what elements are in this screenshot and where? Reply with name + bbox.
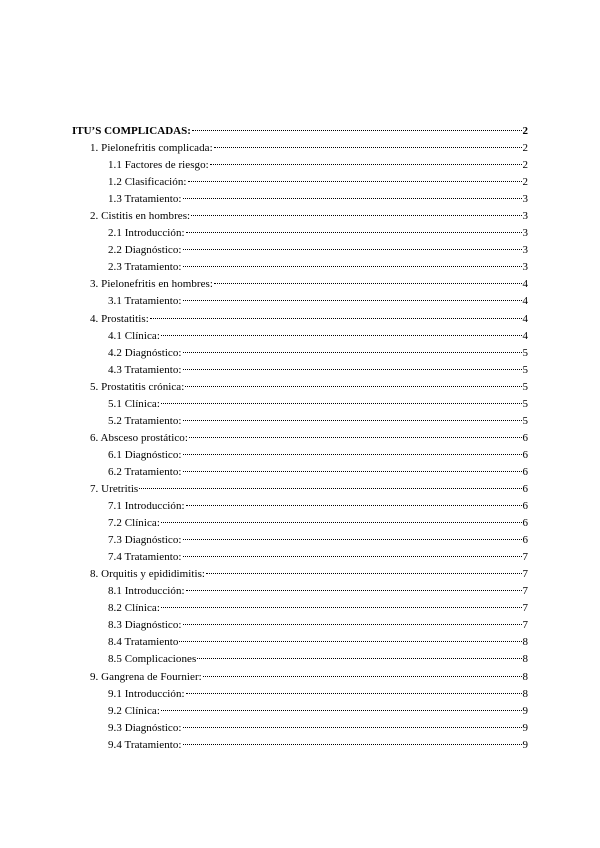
toc-page-number: 9 [522, 721, 528, 734]
toc-page-number: 2 [522, 142, 528, 155]
dot-leader [186, 505, 522, 506]
toc-section-entry[interactable] [72, 379, 528, 396]
dot-leader [139, 488, 521, 489]
dot-leader [197, 658, 521, 659]
toc-page-number: 5 [522, 346, 528, 359]
toc-entry-label: ITU’S COMPLICADAS: [72, 125, 191, 137]
toc-entry-label: 6.1 Diagnóstico: [108, 448, 182, 461]
toc-entry-label: 2. Cistitis en hombres: [90, 210, 191, 223]
toc-subsection-entry[interactable] [72, 191, 528, 208]
toc-page-number: 6 [522, 517, 528, 530]
toc-page-number: 6 [522, 431, 528, 444]
toc-subsection-entry[interactable] [72, 600, 528, 617]
toc-subsection-entry[interactable] [72, 651, 528, 668]
toc-subsection-entry[interactable] [72, 583, 528, 600]
toc-subsection-entry[interactable] [72, 447, 528, 464]
dot-leader [183, 454, 522, 455]
toc-page-number: 6 [522, 500, 528, 513]
dot-leader [183, 198, 522, 199]
toc-section-entry[interactable] [72, 669, 528, 686]
toc-subsection-entry[interactable] [72, 174, 528, 191]
toc-subsection-entry[interactable] [72, 328, 528, 345]
toc-heading-entry[interactable] [72, 123, 528, 140]
toc-entry-label: 8.2 Clínica: [108, 602, 160, 615]
toc-entry-label: 4.3 Tratamiento: [108, 363, 182, 376]
dot-leader [179, 641, 521, 642]
toc-entry-label: 8.3 Diagnóstico: [108, 619, 182, 632]
dot-leader [186, 693, 522, 694]
toc-subsection-entry[interactable] [72, 515, 528, 532]
toc-section-entry[interactable] [72, 566, 528, 583]
toc-page-number: 5 [522, 397, 528, 410]
table-of-contents [72, 123, 528, 754]
toc-page-number: 7 [522, 585, 528, 598]
toc-entry-label: 1.2 Clasificación: [108, 176, 187, 189]
toc-page-number: 9 [522, 704, 528, 717]
toc-subsection-entry[interactable] [72, 549, 528, 566]
toc-entry-label: 2.2 Diagnóstico: [108, 244, 182, 257]
dot-leader [150, 318, 522, 319]
toc-entry-label: 8. Orquitis y epididimitis: [90, 568, 206, 581]
toc-section-entry[interactable] [72, 208, 528, 225]
toc-page-number: 6 [522, 534, 528, 547]
toc-entry-label: 5. Prostatitis crónica: [90, 380, 185, 393]
toc-section-entry[interactable] [72, 276, 528, 293]
toc-section-entry[interactable] [72, 430, 528, 447]
toc-page-number: 2 [522, 176, 528, 189]
toc-page-number: 9 [522, 738, 528, 751]
dot-leader [192, 130, 522, 131]
dot-leader [183, 266, 522, 267]
toc-page-number: 7 [522, 551, 528, 564]
toc-entry-label: 4.1 Clínica: [108, 329, 160, 342]
toc-entry-label: 9.1 Introducción: [108, 687, 185, 700]
dot-leader [183, 352, 522, 353]
toc-page-number: 5 [522, 363, 528, 376]
dot-leader [183, 300, 522, 301]
toc-page-number: 3 [522, 193, 528, 206]
toc-subsection-entry[interactable] [72, 720, 528, 737]
toc-entry-label: 2.1 Introducción: [108, 227, 185, 240]
dot-leader [183, 420, 522, 421]
dot-leader [183, 249, 522, 250]
toc-page-number: 4 [522, 278, 528, 291]
toc-subsection-entry[interactable] [72, 259, 528, 276]
toc-section-entry[interactable] [72, 140, 528, 157]
dot-leader [183, 556, 522, 557]
toc-page-number: 6 [522, 482, 528, 495]
dot-leader [183, 727, 522, 728]
toc-entry-label: 8.1 Introducción: [108, 585, 185, 598]
dot-leader [183, 624, 522, 625]
toc-entry-label: 7.2 Clínica: [108, 517, 160, 530]
toc-entry-label: 9.3 Diagnóstico: [108, 721, 182, 734]
toc-entry-label: 9. Gangrena de Fournier: [90, 670, 202, 683]
toc-page-number: 8 [522, 670, 528, 683]
toc-entry-label: 4. Prostatitis: [90, 312, 149, 325]
toc-subsection-entry[interactable] [72, 686, 528, 703]
dot-leader [161, 335, 522, 336]
toc-subsection-entry[interactable] [72, 293, 528, 310]
toc-page-number: 6 [522, 465, 528, 478]
toc-page-number: 3 [522, 227, 528, 240]
toc-page-number: 5 [522, 414, 528, 427]
toc-entry-label: 7.1 Introducción: [108, 500, 185, 513]
dot-leader [183, 369, 522, 370]
toc-entry-label: 8.4 Tratamiento [108, 636, 179, 649]
toc-page-number: 8 [522, 653, 528, 666]
toc-page-number: 3 [522, 244, 528, 257]
toc-entry-label: 1. Pielonefritis complicada: [90, 142, 213, 155]
toc-entry-label: 9.4 Tratamiento: [108, 738, 182, 751]
toc-entry-label: 7.4 Tratamiento: [108, 551, 182, 564]
toc-subsection-entry[interactable] [72, 413, 528, 430]
dot-leader [185, 386, 521, 387]
dot-leader [191, 215, 521, 216]
toc-entry-label: 6. Absceso prostático: [90, 431, 188, 444]
dot-leader [161, 607, 522, 608]
toc-entry-label: 5.1 Clínica: [108, 397, 160, 410]
toc-subsection-entry[interactable] [72, 396, 528, 413]
toc-subsection-entry[interactable] [72, 498, 528, 515]
toc-subsection-entry[interactable] [72, 464, 528, 481]
toc-entry-label: 1.1 Factores de riesgo: [108, 159, 209, 172]
toc-page-number: 4 [522, 329, 528, 342]
toc-subsection-entry[interactable] [72, 362, 528, 379]
toc-subsection-entry[interactable] [72, 737, 528, 754]
toc-page-number: 2 [522, 159, 528, 172]
toc-page-number: 3 [522, 261, 528, 274]
dot-leader [203, 676, 522, 677]
toc-page-number: 3 [522, 210, 528, 223]
toc-entry-label: 3. Pielonefritis en hombres: [90, 278, 213, 291]
toc-subsection-entry[interactable] [72, 225, 528, 242]
dot-leader [183, 539, 522, 540]
dot-leader [161, 710, 522, 711]
toc-page-number: 8 [522, 636, 528, 649]
toc-entry-label: 5.2 Tratamiento: [108, 414, 182, 427]
toc-entry-label: 3.1 Tratamiento: [108, 295, 182, 308]
dot-leader [183, 744, 522, 745]
dot-leader [210, 164, 522, 165]
toc-entry-label: 7. Uretritis [90, 482, 139, 495]
toc-page-number: 8 [522, 687, 528, 700]
toc-page-number: 7 [522, 568, 528, 581]
toc-subsection-entry[interactable] [72, 157, 528, 174]
toc-page-number: 7 [522, 602, 528, 615]
dot-leader [183, 471, 522, 472]
toc-subsection-entry[interactable] [72, 703, 528, 720]
toc-entry-label: 6.2 Tratamiento: [108, 465, 182, 478]
toc-subsection-entry[interactable] [72, 617, 528, 634]
toc-subsection-entry[interactable] [72, 345, 528, 362]
dot-leader [188, 181, 522, 182]
toc-subsection-entry[interactable] [72, 532, 528, 549]
dot-leader [214, 147, 522, 148]
toc-page-number: 4 [522, 312, 528, 325]
toc-entry-label: 8.5 Complicaciones [108, 653, 197, 666]
toc-entry-label: 4.2 Diagnóstico: [108, 346, 182, 359]
toc-entry-label: 2.3 Tratamiento: [108, 261, 182, 274]
dot-leader [214, 283, 522, 284]
toc-entry-label: 7.3 Diagnóstico: [108, 534, 182, 547]
toc-entry-label: 1.3 Tratamiento: [108, 193, 182, 206]
toc-page-number: 2 [522, 125, 528, 137]
toc-subsection-entry[interactable] [72, 634, 528, 651]
toc-subsection-entry[interactable] [72, 242, 528, 259]
toc-entry-label: 9.2 Clínica: [108, 704, 160, 717]
dot-leader [206, 573, 521, 574]
toc-page-number: 6 [522, 448, 528, 461]
dot-leader [186, 590, 522, 591]
dot-leader [161, 403, 522, 404]
dot-leader [189, 437, 522, 438]
toc-page-number: 4 [522, 295, 528, 308]
toc-page-number: 5 [522, 380, 528, 393]
dot-leader [186, 232, 522, 233]
toc-section-entry[interactable] [72, 311, 528, 328]
toc-section-entry[interactable] [72, 481, 528, 498]
dot-leader [161, 522, 522, 523]
toc-page-number: 7 [522, 619, 528, 632]
